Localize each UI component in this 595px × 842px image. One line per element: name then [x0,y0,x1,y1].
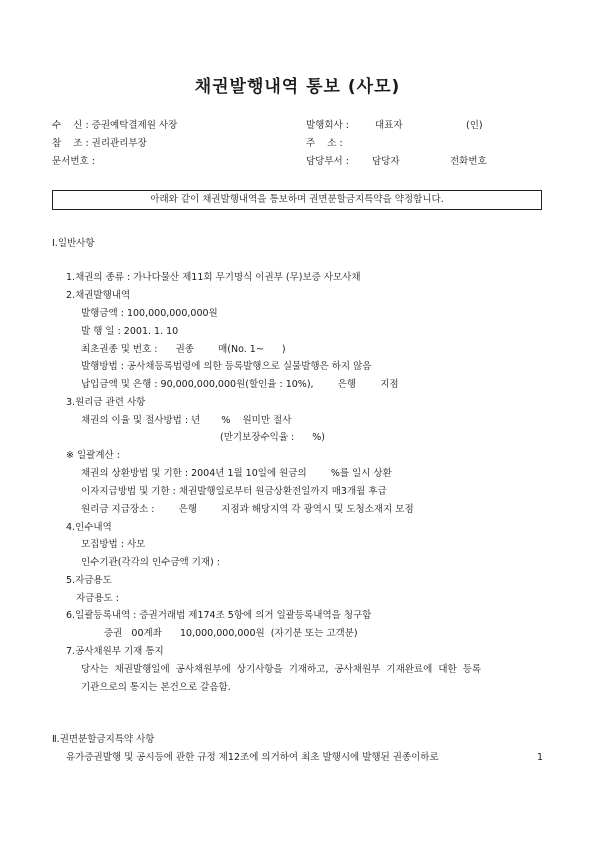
bond-registry-heading: 7.공사채원부 기재 통지 [66,646,164,657]
bond-registry-text-2: 기관으로의 통지는 본건으로 갈음함. [81,682,231,693]
address-label: 주 소 : [306,138,343,149]
lump-calc-note: ※ 일괄계산 : [66,450,120,461]
page-number: 1 [537,752,544,763]
issuer-label: 발행회사 : [306,120,349,131]
issue-date: 발 행 일 : 2001. 1. 10 [81,326,179,337]
bond-registry-text-1: 당사는 채권발행일에 공사채원부에 상기사항을 기재하고, 공사채원부 기재완료에 대한 등록 [81,664,482,675]
underwriters-line: 인수기관(각각의 인수금액 기재) : [81,557,220,568]
interest-rate-line: 채권의 이율 및 절사방법 : 년 % 원미만 절사 [81,415,292,426]
offering-method: 모집방법 : 사모 [81,539,146,550]
payment-amount: 납입금액 및 은행 : 90,000,000,000원(할인율 : 10%), 은행 지점 [81,379,399,390]
fund-use-line: 자금용도 : [76,593,119,604]
issuance-heading: 2.채권발행내역 [66,290,131,301]
reference-line: 참 조 : 권리관리부장 [52,138,147,149]
interest-payment-method: 이자지급방법 및 기한 : 채권발행일로부터 원금상환전일까지 매3개월 후급 [81,486,387,497]
fund-use-heading: 5.자금용도 [66,575,112,586]
phone-label: 전화번호 [450,156,487,167]
recipient-line: 수 신 : 증권예탁결제원 사장 [52,120,178,131]
securities-account-line: 증권 00계좌 10,000,000,000원 (자기분 또는 고객분) [104,628,358,639]
section-2-text: 유가증권발행 및 공시등에 관한 규정 제12조에 의거하여 최초 발행시에 발행된 권종이하로 [66,752,439,763]
underwriting-heading: 4.인수내역 [66,522,112,533]
contact-person: 담당자 [372,156,400,167]
bond-type-line: 1.채권의 종류 : 가나다물산 제11회 무기명식 이권부 (무)보증 사모사채 [66,272,361,283]
payment-place: 원리금 지급장소 : 은행 지점과 해당지역 각 광역시 및 도청소재지 모점 [81,504,414,515]
notice-box: 아래와 같이 채권발행내역을 통보하며 권면분할금지특약을 약정합니다. [52,190,542,210]
section-2-heading: Ⅱ.권면분할금지특약 사항 [52,734,155,745]
seal-mark: (인) [466,120,483,131]
issuer-representative: 대표자 [375,120,403,131]
document-number-label: 문서번호 : [52,156,95,167]
batch-registration-line: 6.일괄등록내역 : 증권거래법 제174조 5항에 의거 일괄등록내역을 청구함 [66,610,372,621]
issue-method: 발행방법 : 공사채등록법령에 의한 등록발행으로 실물발행은 하지 않음 [81,361,372,372]
section-1-heading: Ⅰ.일반사항 [52,238,95,249]
maturity-yield: (만기보장수익율 : %) [220,432,326,443]
initial-denomination: 최초권종 및 번호 : 권종 매(No. 1~ ) [81,344,286,355]
redemption-method: 채권의 상환방법 및 기한 : 2004년 1월 10일에 원금의 %를 일시 상환 [81,468,392,479]
department-label: 담당부서 : [306,156,349,167]
principal-interest-heading: 3.원리금 관련 사항 [66,397,146,408]
document-title: 채권발행내역 통보 (사모) [194,77,401,97]
issue-amount: 발행금액 : 100,000,000,000원 [81,308,218,319]
